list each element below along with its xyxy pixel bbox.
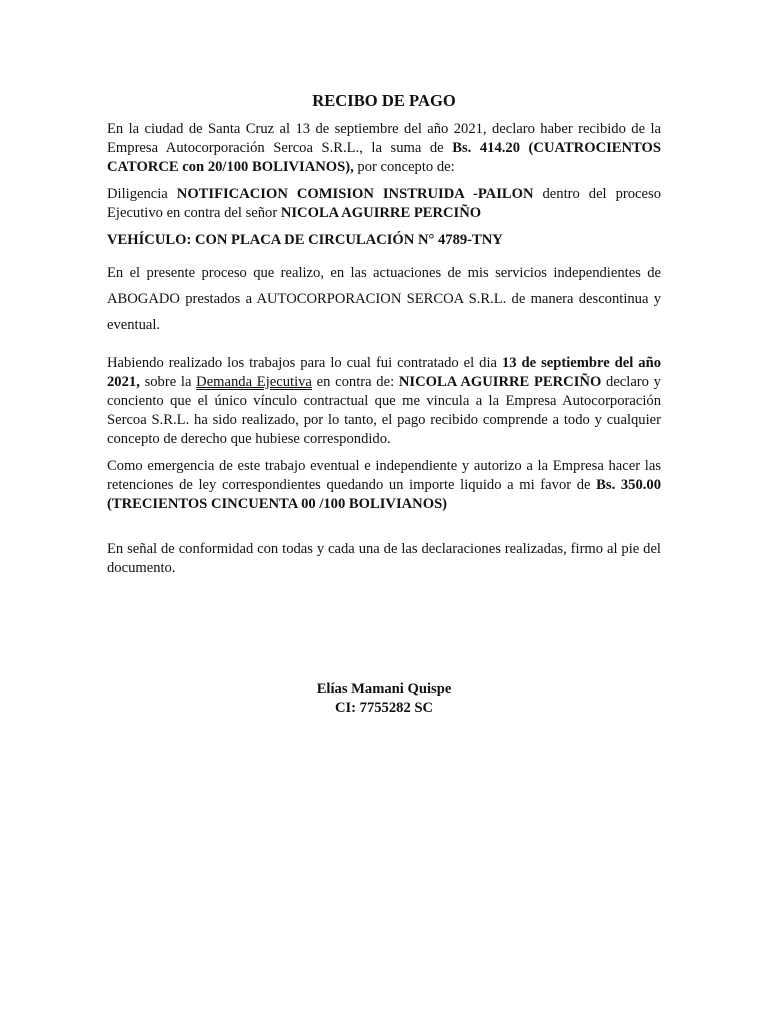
lawsuit-type: Demanda Ejecutiva <box>196 374 312 390</box>
diligence-name: NOTIFICACION COMISION INSTRUIDA -PAILON <box>176 186 534 202</box>
paragraph-text: en contra de: <box>311 374 399 390</box>
signer-name: Elías Mamani Quispe <box>316 681 452 697</box>
paragraph-text: sobre la <box>139 374 197 390</box>
document-title: RECIBO DE PAGO <box>312 91 456 110</box>
paragraph-retentions <box>107 457 661 514</box>
defendant-name: NICOLA AGUIRRE PERCIÑO <box>280 205 482 221</box>
paragraph-text: Habiendo realizado los trabajos para lo cual fui contratado el dia <box>107 355 502 371</box>
paragraph-services: En el presente proceso que realizo, en las actuaciones de mis servicios independientes de ABOGADO prestados a AUTOCORPORACION SERCOA S.R.L. de manera descontinua y eventual. <box>107 265 661 333</box>
paragraph-text: declaro y conciento que el único vínculo contractual que me vincula a la Empresa Autocorporación Sercoa S.R.L. ha sido realizado, por lo tanto, el pago recibido comprende a todo y cualquier concepto de derecho que hubiese correspondido. <box>107 374 661 447</box>
paragraph-text: por concepto de: <box>353 159 455 175</box>
paragraph-conformity: En señal de conformidad con todas y cada una de las declaraciones realizadas, firmo al pie del documento. <box>107 541 661 576</box>
paragraph-payment-received <box>107 120 661 177</box>
amount-received: Bs. 414.20 (CUATROCIENTOS CATORCE con 20/100 BOLIVIANOS), <box>107 140 661 175</box>
signature-block <box>107 680 661 718</box>
signer-id: CI: 7755282 SC <box>334 700 434 716</box>
net-amount: Bs. 350.00 (TRECIENTOS CINCUENTA 00 /100 BOLIVIANOS) <box>107 477 662 512</box>
vehicle-plate-line: VEHÍCULO: CON PLACA DE CIRCULACIÓN N° 4789-TNY <box>107 232 503 248</box>
defendant-name: NICOLA AGUIRRE PERCIÑO <box>398 374 602 390</box>
paragraph-text: En la ciudad de Santa Cruz al 13 de septiembre del año 2021, declaro haber recibido de la Empresa Autocorporación Sercoa S.R.L., la suma de <box>107 121 661 156</box>
paragraph-work-done <box>107 354 661 449</box>
document-body <box>107 90 661 578</box>
paragraph-text: Diligencia <box>107 186 177 202</box>
work-date: 13 de septiembre del año 2021, <box>107 355 661 390</box>
paragraph-text: dentro del proceso Ejecutivo en contra del señor <box>107 186 661 221</box>
paragraph-concept <box>107 185 661 223</box>
paragraph-text: Como emergencia de este trabajo eventual e independiente y autorizo a la Empresa hacer las retenciones de ley correspondientes quedando un importe liquido a mi favor de <box>107 458 661 493</box>
